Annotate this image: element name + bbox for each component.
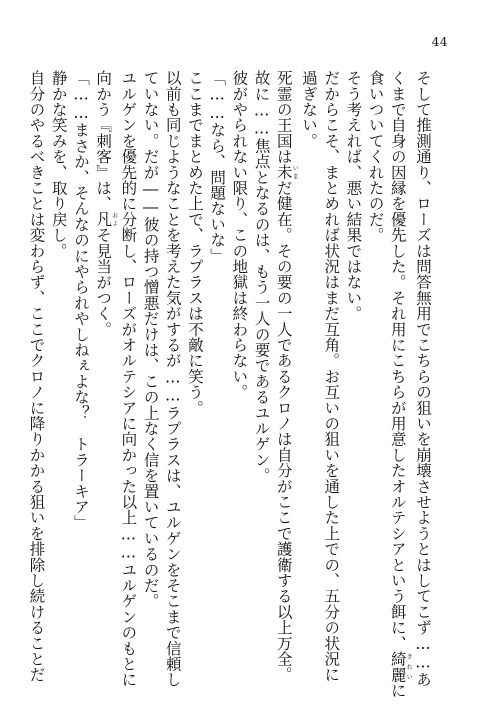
text-line: 食いついてくれたのだ。	[366, 70, 385, 243]
text-line: ていない。だが――彼の持つ憎悪だけは、この上なく信を置いているのだ。	[141, 70, 160, 609]
ruby-imada: 未いま	[274, 164, 299, 180]
text-line: ここまでまとめた上で、ラプラスは不敵に笑う。	[185, 70, 204, 416]
text-line: ユルゲンを優先的に分断し、ローズがオルテシアに向かった以上……ユルゲンのもとに	[119, 70, 138, 688]
text-line-ruby: くまで自身の因縁を優先した。それ用にこちらが用意したオルテシアという餌に、綺麗きれいに	[388, 70, 413, 699]
text-line: 「……まさか、そんなのにやられやしねぇよな？ トラーキア」	[71, 70, 90, 531]
ruby-text: およ	[110, 211, 118, 228]
text-line: 以前も同じようなことを考えた気がするが……ラプラスは、ユルゲンをそこまで信頼し	[163, 70, 182, 688]
text-line: だからこそ、まとめれば状況はまだ互角。お互いの狙いを通した上での、五分の状況に	[322, 70, 341, 683]
ruby-text: いま	[291, 164, 299, 180]
text-line: そう考えれば、悪い結果ではない。	[344, 70, 363, 322]
ruby-kirei: 綺麗きれい	[388, 650, 413, 683]
text-line: 「……なら、問題ないな」	[208, 70, 227, 264]
text-line: 過ぎない。	[299, 70, 318, 149]
ruby-oyoso: 凡およ	[94, 211, 118, 228]
text-line-ruby: 死霊の王国は未いまだ健在。その要の一人であるクロノは自分がここで護衛する以上万全。	[274, 70, 299, 683]
text-line: そして推測通り、ローズは問答無用でこちらの狙いを崩壊させようとはしてこず……あ	[414, 70, 432, 688]
ruby-text: きれい	[405, 650, 413, 683]
text-line: 静かな笑みを、取り戻し。	[49, 70, 68, 259]
text-line-ruby: 向かう『刺客』は、凡およそ見当がつく。	[94, 70, 118, 337]
vertical-text-block	[25, 70, 434, 699]
text-line: 彼がやられない限り、この地獄は終わらない。	[230, 70, 249, 400]
text-line: 自分のやるべきことは変わらず、ここでクロノに降りかかる狙いを排除し続けることだ	[27, 70, 46, 683]
text-line: 故に……焦点となるのは、もう一人の要であるユルゲン。	[252, 70, 271, 484]
page-number: 44	[431, 35, 448, 49]
